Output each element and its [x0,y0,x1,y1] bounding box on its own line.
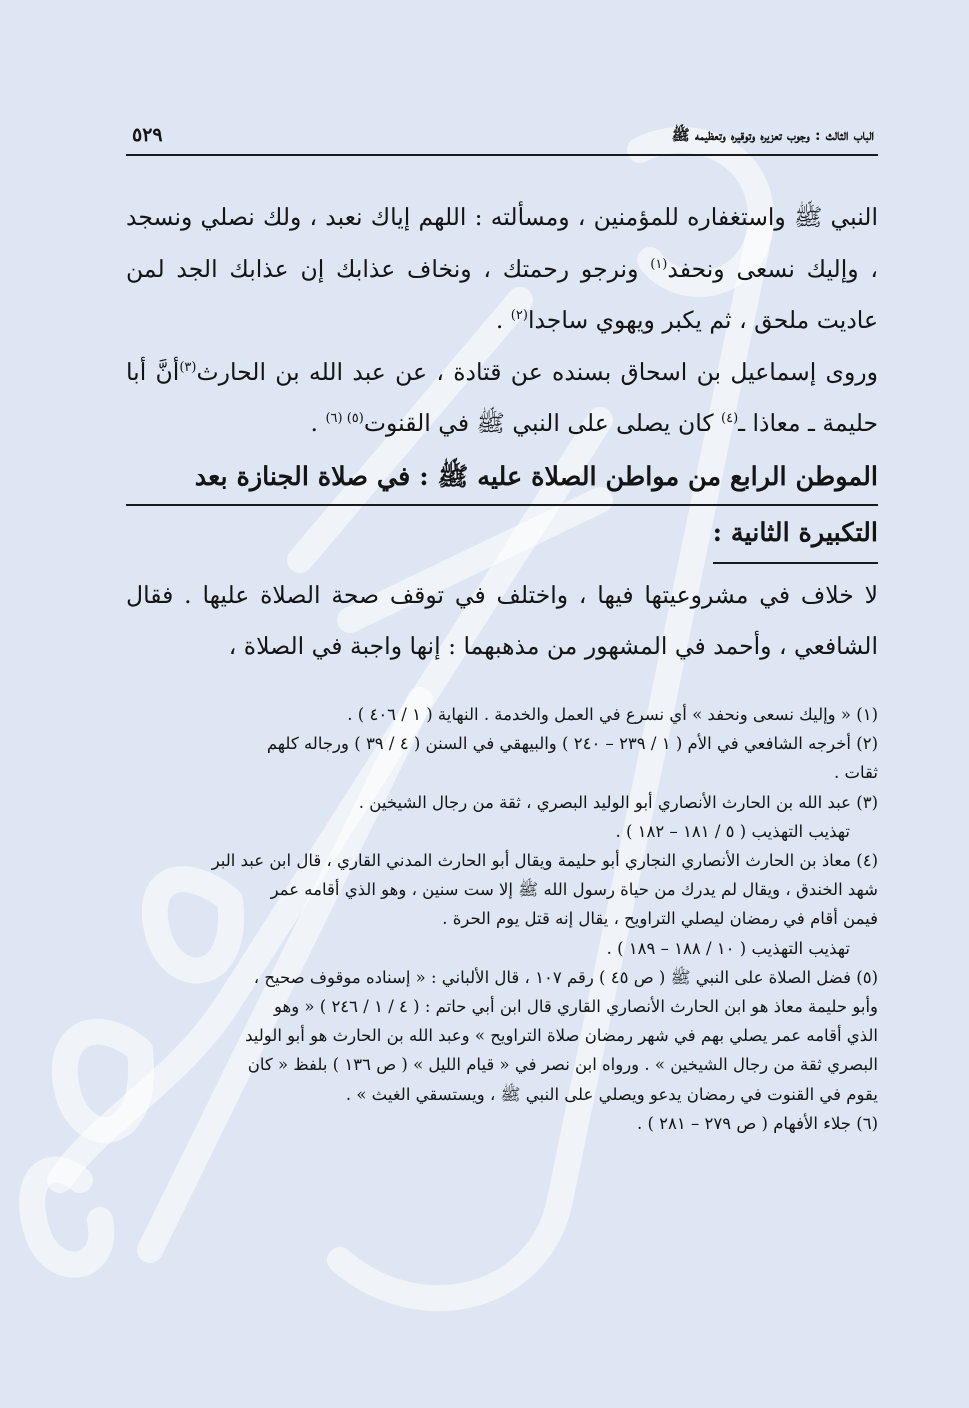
heading-line-2: التكبيرة الثانية : [713,506,878,564]
footnote-2-cont: ثقات . [834,763,878,783]
p2-end: . [310,409,326,437]
footnote-5-cont-2: الذي أقامه عمر يصلي بهم في شهر رمضان صلاة التراويح » وعبد الله بن الحارث هو أبو الوليد [245,1026,878,1046]
p1-line-3: عذابك الجد لمن عاديت ملحق ، ثم يكبر ويهوي ساجدا [126,254,878,334]
footnote-ref-2[interactable]: (٢) [510,308,528,324]
footnote-5-cont-4: يقوم في القنوت في رمضان يدعو ويصلي على النبي ﷺ ، ويستسقي الغيث » . [345,1084,878,1104]
page-number: ٥٢٩ [132,124,163,146]
p1-line-1: النبي ﷺ واستغفاره للمؤمنين ، ومسألته : اللهم إياك نعبد ، ولك نصلي [200,203,878,231]
footnote-6: (٦) جلاء الأفهام ( ص ٢٧٩ – ٢٨١ ) . [636,1113,878,1133]
footnote-1: (١) « وإليك نسعى ونحفد » أي نسرع في العمل والخدمة . النهاية ( ١ / ٤٠٦ ) . [347,705,878,724]
p1-end: . [495,306,511,334]
footnote-ref-4[interactable]: (٤) [721,411,739,427]
paragraph-3 [126,570,878,673]
footnote-4-cont-1: شهد الخندق ، ويقال لم يدرك من حياة رسول الله ﷺ إلا ست سنين ، وهو الذي أقامه عمر [270,880,878,900]
paragraph-2 [126,347,878,450]
page-header [126,118,878,156]
running-title: الباب الثالث : وجوب تعزيره وتوقيره وتعظيمه ﷺ [671,126,874,144]
footnote-ref-1[interactable]: (١) [650,256,668,272]
paragraph-1 [126,192,878,347]
p2-anna: أنَّ [155,357,180,386]
p2-line-2: أبا حليمة ـ معاذا ـ [126,357,878,437]
footnote-4: (٤) معاذ بن الحارث الأنصاري النجاري أبو حليمة ويقال أبو الحارث المدني القاري ، قال ابن عبد البر [211,851,878,871]
footnote-5-cont-1: وأبو حليمة معاذ هو ابن الحارث الأنصاري القاري قال ابن أبي حاتم : ( ٤ / ١ / ٢٤٦ ) « وهو [273,997,878,1017]
footnote-5-cont-3: البصري ثقة من رجال الشيخين » . ورواه ابن نصر في « قيام الليل » ( ص ١٣٦ ) بلفظ « كان [247,1055,878,1075]
book-page [126,0,878,1408]
footnotes [126,700,878,1138]
footnote-2: (٢) أخرجه الشافعي في الأم ( ١ / ٢٣٩ – ٢٤٠ ) والبيهقي في السنن ( ٤ / ٣٩ ) ورجاله كلهم [266,734,878,754]
p2-line-2b: كان يصلى على النبي ﷺ في القنوت [363,409,722,437]
footnote-ref-3[interactable]: (٣) [179,359,197,375]
p1-line-2: ونسجد ، وإليك نسعى ونحفد [126,203,878,283]
footnote-5: (٥) فضل الصلاة على النبي ﷺ ( ص ٤٥ ) رقم ١٠٧ ، قال الألباني : « إسناده موقوف صحيح ، [253,967,878,987]
p3-line-2: فقال الشافعي ، وأحمد في المشهور من مذهبهما : إنها واجبة في الصلاة ، [126,580,878,660]
footnote-4-source: تهذيب التهذيب ( ١٠ / ١٨٨ – ١٨٩ ) . [606,938,850,958]
footnote-3: (٣) عبد الله بن الحارث الأنصاري أبو الوليد البصري ، ثقة من رجال الشيخين . [358,792,878,812]
p1-line-2b: ونرجو رحمتك ، ونخاف عذابك إن [300,254,651,283]
footnote-ref-5-6[interactable]: (٥) (٦) [325,411,364,427]
p3-line-1: لا خلاف في مشروعيتها فيها ، واختلف في توقف صحة الصلاة عليها . [184,580,878,609]
section-heading [126,450,878,564]
footnote-3-source: تهذيب التهذيب ( ٥ / ١٨١ – ١٨٢ ) . [615,821,850,841]
main-text [126,192,878,673]
footnote-4-cont-2: فيمن أقام في رمضان ليصلي التراويح ، يقال إنه قتل يوم الحرة . [442,909,878,929]
heading-line-1: الموطن الرابع من مواطن الصلاة عليه ﷺ : في صلاة الجنازة بعد [126,450,878,506]
p2-line-1: وروى إسماعيل بن اسحاق بسنده عن قتادة ، عن عبد الله بن الحارث [196,357,878,386]
